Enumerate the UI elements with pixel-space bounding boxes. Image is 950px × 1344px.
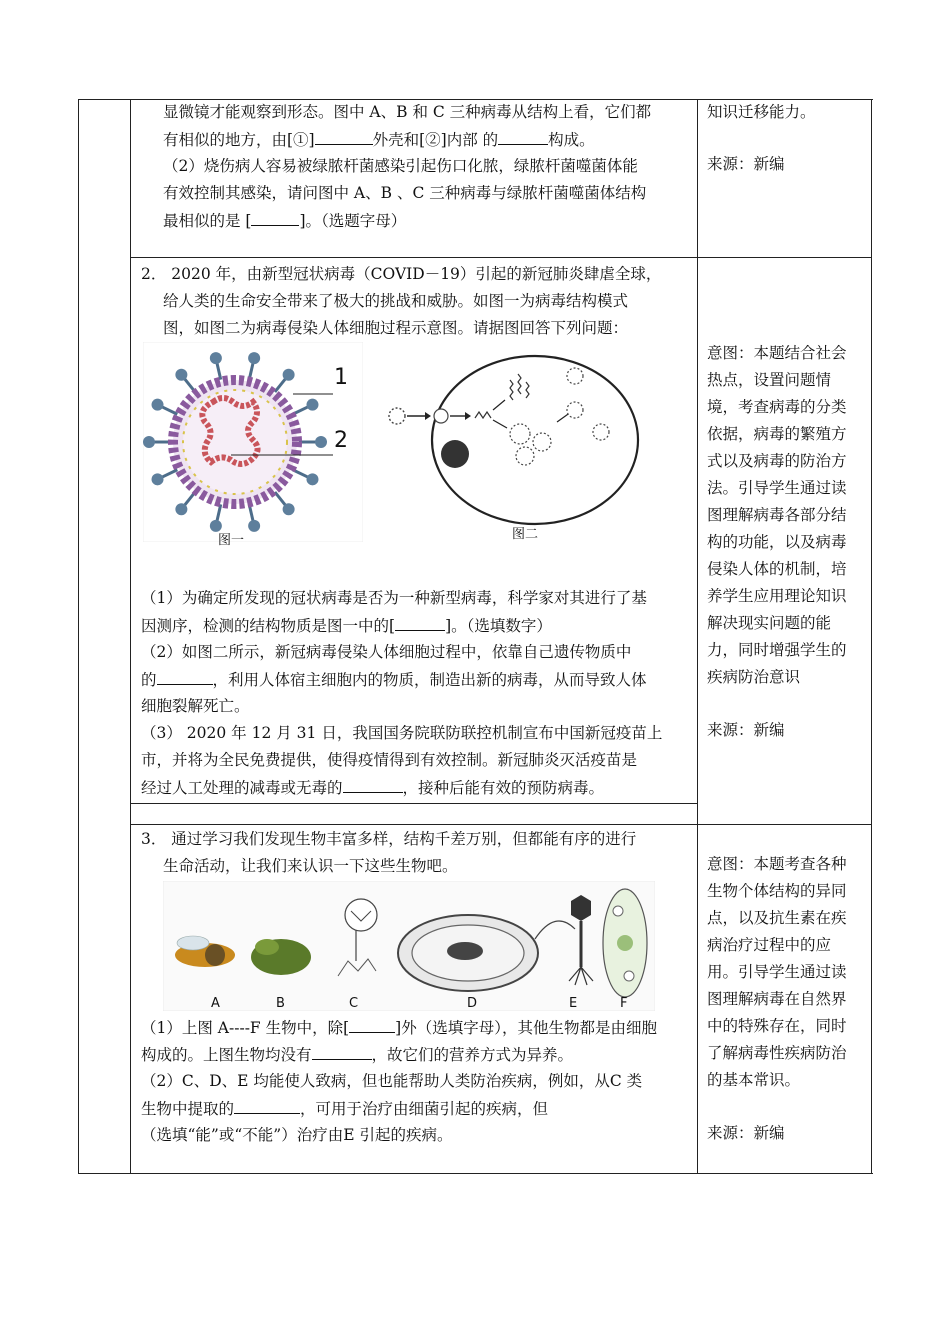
infection-process-figure (375, 352, 640, 527)
q2-p3-line-3: 经过人工处理的减毒或无毒的 ，接种后能有效的预防病毒。 (141, 774, 604, 802)
q2-p2-line-2: 的 ，利用人体宿主细胞内的物质，制造出新的病毒，从而导致人体 (141, 666, 647, 694)
blank-input[interactable] (157, 666, 213, 685)
q2-p1-line-1: （1）为确定所发现的冠状病毒是否为一种新型病毒，科学家对其进行了基 (141, 589, 647, 607)
q2-p3-line-1: （3） 2020 年 12 月 31 日，我国国务院联防联控机制宣布中国新冠疫苗上 (141, 724, 663, 742)
q2-p2-line-3: 细胞裂解死亡。 (141, 697, 250, 715)
table-border-right (871, 99, 872, 1174)
side-line: 用。引导学生通过读 (707, 963, 847, 981)
side-line: 意图：本题考查各种 (707, 855, 847, 873)
organism-label-e: E (569, 996, 578, 1011)
q3-p1-line-2: 构成的。上图生物均没有 ，故它们的营养方式为异养。 (141, 1041, 573, 1069)
blank-input[interactable] (349, 1014, 395, 1033)
side-line: 图理解病毒在自然界 (707, 990, 847, 1008)
q2-line-3: 图，如图二为病毒侵染人体细胞过程示意图。请据图回答下列问题： (163, 319, 629, 337)
side-line: 病治疗过程中的应 (707, 936, 832, 954)
q2-line-1: 2． 2020 年，由新型冠状病毒（COVID－19）引起的新冠肺炎肆虐全球， (141, 265, 662, 283)
organism-label-b: B (276, 996, 285, 1011)
organism-label-c: C (349, 996, 359, 1011)
table-border-left (78, 99, 79, 1174)
q3-p2-line-2: 生物中提取的 ，可用于治疗由细菌引起的疾病，但 (141, 1095, 548, 1123)
q3-p2-line-1: （2）C、D、E 均能使人致病，但也能帮助人类防治疾病，例如，从C 类 (141, 1072, 643, 1090)
q1-line-2: 有相似的地方，由[①] 外壳和[②]内部 的 构成。 (163, 126, 595, 154)
blank-input[interactable] (343, 774, 403, 793)
organism-label-d: D (467, 996, 478, 1011)
fig2-caption: 图二 (512, 527, 539, 542)
side-line: 解决现实问题的能 (707, 614, 832, 632)
side-line: 图理解病毒各部分结 (707, 506, 847, 524)
side-line: 养学生应用理论知识 (707, 587, 847, 605)
q1-line-5: 最相似的是 [ ]。（选题字母） (163, 207, 406, 235)
blank-input[interactable] (234, 1095, 300, 1114)
q3-p2-line-3: （选填“能”或“不能”）治疗由E 引起的疾病。 (141, 1126, 453, 1144)
side-line: 热点，设置问题情 (707, 371, 832, 389)
side-line: 点，以及抗生素在疾 (707, 909, 847, 927)
q3-p1-line-1: （1）上图 A----F 生物中，除[ ]外（选填字母），其他生物都是由细胞 (141, 1014, 657, 1042)
q1-side-source: 来源：新编 (707, 155, 785, 173)
q2-p3-line-2: 市，并将为全民免费提供，使得疫情得到有效控制。新冠肺炎灭活疫苗是 (141, 751, 638, 769)
side-line: 境，考查病毒的分类 (707, 398, 847, 416)
blank-input[interactable] (315, 126, 373, 145)
coronavirus-structure-figure (143, 342, 363, 542)
blank-input[interactable] (312, 1041, 372, 1060)
side-line: 依据，病毒的繁殖方 (707, 425, 847, 443)
side-line: 中的特殊存在，同时 (707, 1017, 847, 1035)
side-line: 的基本常识。 (707, 1071, 801, 1089)
side-line: 疾病防治意识 (707, 668, 801, 686)
q3-side-source: 来源：新编 (707, 1124, 785, 1142)
q2-line-2: 给人类的生命安全带来了极大的挑战和威胁。如图一为病毒结构模式 (163, 292, 629, 310)
q2-p1-line-2: 因测序，检测的结构物质是图一中的[ ]。（选填数字） (141, 612, 552, 640)
side-line: 力，同时增强学生的 (707, 641, 847, 659)
q1-line-3: （2）烧伤病人容易被绿脓杆菌感染引起伤口化脓，绿脓杆菌噬菌体能 (163, 157, 638, 175)
fig1-label-2: 2 (334, 428, 348, 453)
col-divider-1 (130, 99, 131, 1174)
q1-line-4: 有效控制其感染，请问图中 A、B 、C 三种病毒与绿脓杆菌噬菌体结构 (163, 184, 647, 202)
fig1-caption: 图一 (218, 533, 245, 548)
blank-input[interactable] (498, 126, 548, 145)
side-line: 生物个体结构的异同 (707, 882, 847, 900)
blank-input[interactable] (251, 207, 299, 226)
organism-label-a: A (211, 996, 220, 1011)
fig1-label-1: 1 (334, 365, 348, 390)
table-border-bottom (78, 1173, 873, 1174)
q1-side-note: 知识迁移能力。 (707, 103, 816, 121)
side-line: 法。引导学生通过读 (707, 479, 847, 497)
side-line: 构的功能，以及病毒 (707, 533, 847, 551)
q2-side-source: 来源：新编 (707, 721, 785, 739)
organisms-figure (163, 881, 655, 1011)
col-divider-2 (697, 99, 698, 1174)
side-line: 侵染人体的机制，培 (707, 560, 847, 578)
side-line: 式以及病毒的防治方 (707, 452, 847, 470)
q1-line-1: 显微镜才能观察到形态。图中 A、B 和 C 三种病毒从结构上看，它们都 (163, 103, 652, 121)
blank-input[interactable] (395, 612, 445, 631)
q2-p2-line-1: （2）如图二所示，新冠病毒侵染人体细胞过程中，依靠自己遗传物质中 (141, 643, 632, 661)
row-divider-1 (130, 257, 872, 258)
q3-line-1: 3． 通过学习我们发现生物丰富多样，结构千差万别，但都能有序的进行 (141, 830, 637, 848)
q3-line-2: 生命活动，让我们来认识一下这些生物吧。 (163, 857, 458, 875)
row-divider-2a (130, 803, 698, 804)
organism-label-f: F (620, 996, 628, 1011)
side-line: 意图：本题结合社会 (707, 344, 847, 362)
side-line: 了解病毒性疾病防治 (707, 1044, 847, 1062)
